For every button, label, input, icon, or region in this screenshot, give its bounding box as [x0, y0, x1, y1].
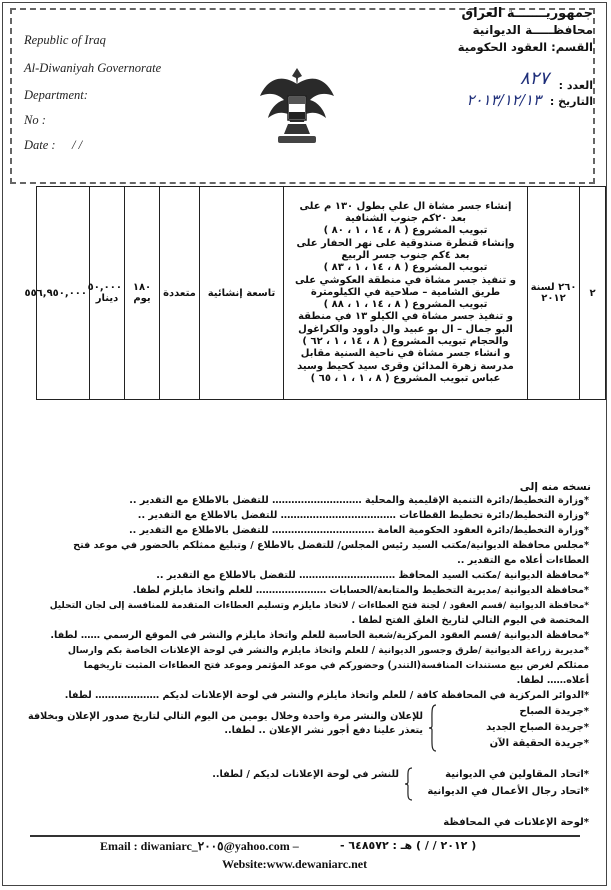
projects-table: [24, 186, 606, 400]
cc-item: العطاءات أعلاه مع التقدير ..: [457, 555, 589, 566]
cc-item: *محافظة الديوانية /قسم العقود / لجنة فتح العطاءات / لاتخاذ مايلزم وتسليم العطاءات المتقدمة للمنافسة إلى لجان التحليل: [49, 601, 589, 611]
newspapers-note: للإعلان والنشر مرة واحدة وخلال يومين من اليوم التالي لتاريخ صدور الإعلان وبخلافة: [28, 711, 423, 722]
date-label-ar: التاريخ :: [549, 95, 593, 108]
description-line: و تنفيذ جسر مشاة في منطقة العكوشي على: [295, 274, 516, 286]
description-line: طريق الشامية – صلاحية في الكيلومترة: [310, 286, 501, 298]
cc-item: *محافظة الديوانية /مكتب السيد المحافظ ‥‥‥‥‥‥‥‥‥‥‥‥‥‥‥ للتفضل بالاطلاع مع التقدير ..: [156, 570, 589, 581]
letterhead-governorate-en: Al-Diwaniyah Governorate: [24, 61, 162, 75]
table-row: [37, 187, 606, 400]
footer-website: Website:www.dewaniarc.net: [222, 857, 368, 871]
date-label-en: Date :: [24, 138, 56, 152]
section-label: القسم: العقود الحكومية: [457, 40, 593, 54]
project-year-cell: ٢٦٠ لسنة ٢٠١٢: [528, 187, 580, 400]
description-line: عباس تبويب المشروع ( ٨ ، ١ ، ١ ، ٦٥ ): [310, 372, 501, 384]
union-item: *اتحاد المقاولين في الديوانية: [445, 769, 589, 780]
description-line: مدرسة زهرة المدائن وقرى سيد كحيط وسيد: [297, 360, 514, 372]
cc-item: *محافظة الديوانية /مديرية التخطيط والمتابعة/الحسابات ‥‥‥‥‥‥‥‥‥‥‥ للعلم واتخاذ مايلزم لطفا.: [132, 585, 589, 596]
cc-item: *محافظة الديوانية /قسم العقود المركزية/شعبة الحاسبة للعلم واتخاذ مايلزم والنشر في الموقع الرسمي ‥‥‥ لطفا.: [50, 630, 589, 641]
letterhead-country-ar: جمهوريـــــــة العراق: [461, 6, 593, 21]
date-slashes-en: / /: [72, 138, 83, 152]
description-line: وإنشاء قنطرة صندوقية على نهر الحفار على: [296, 237, 515, 249]
footer-email: Email : diwaniarc_٢٠٠٥@yahoo.com –: [100, 839, 299, 853]
unions-note: للنشر في لوحة الإعلانات لديكم / لطفا..: [212, 769, 399, 780]
cc-item: *وزارة التخطيط/دائرة التنمية الإقليمية والمحلية ‥‥‥‥‥‥‥‥‥‥‥‥‥‥ للتفضل بالاطلاع مع التقدير ..: [129, 495, 589, 506]
letterhead-governorate-ar: محافظـــــة الديوانية: [472, 23, 593, 37]
number-label-en: No :: [24, 113, 46, 127]
category-cell: متعددة: [160, 187, 200, 400]
cc-item: *مجلس محافظة الديوانية/مكتب السيد رئيس المجلس/ للتفضل بالاطلاع / وتبليغ ممثلكم بالحضور في موعد فتح: [73, 540, 589, 551]
footer-divider: [30, 835, 580, 837]
cc-item: المختصة في اليوم التالي لتاريخ الغلق الفتح لطفا .: [351, 615, 589, 626]
description-line: والحجام تبويب المشروع ( ٨ ، ١٤ ، ١ ، ٦٢ ): [302, 336, 509, 348]
newspaper-item: *جريدة الصباح الجديد: [486, 722, 589, 733]
cc-item: أعلاه‥‥‥ لطفا.: [516, 675, 589, 686]
cc-item: *وزارة التخطيط/دائرة العقود الحكومية العامة ‥‥‥‥‥‥‥‥‥‥‥‥‥‥‥‥ للتفضل بالاطلاع مع التقدير ..: [128, 525, 589, 536]
department-label: Department:: [24, 88, 88, 102]
number-label-ar: العدد :: [558, 79, 593, 92]
row-number-cell: ٢: [580, 187, 606, 400]
union-item: *اتحاد رجال الأعمال في الديوانية: [427, 786, 589, 797]
announcement-board: *لوحة الإعلانات في المحافظة: [443, 817, 589, 828]
description-line: و انشاء جسر مشاة في ناحية السنية مقابل: [300, 348, 511, 360]
newspapers-brace: [428, 704, 438, 752]
description-line: بعد ٢٠كم جنوب الشنافية: [344, 213, 466, 225]
description-line: تبويب المشروع ( ٨ ، ١٤ ، ١ ، ٨٨ ): [323, 299, 488, 311]
handwritten-date: ٢٠١٣/١٢/١٣: [466, 91, 541, 109]
cc-item: *مديرية زراعة الديوانية /طرق وجسور الديوانية / للعلم واتخاذ مايلزم والنشر في لوحة الإعلانات الخاصة بكم وارسال: [67, 645, 589, 656]
project-description-cell: [284, 187, 528, 400]
description-line: إنشاء جسر مشاة آل علي بطول ١٣٠ م على: [299, 200, 512, 212]
cc-item: *وزارة التخطيط/دائرة تخطيط القطاعات ‥‥‥‥‥‥‥‥‥‥‥‥‥‥‥‥‥‥ للتفضل بالاطلاع مع التقدير ..: [137, 510, 589, 521]
description-line: و تنفيذ جسر مشاة في الكيلو ١٣ في منطقة: [298, 311, 513, 323]
newspaper-item: *جريدة الحقيقة الآن: [489, 738, 589, 749]
footer-phone: ( ٢٠١٢ / / ) هـ : ٦٤٨٥٧٢ -: [340, 839, 477, 852]
eagle-emblem-icon: [258, 62, 336, 148]
description-line: تبويب المشروع ( ٨ ، ١٤ ، ١ ، ٨٠ ): [323, 225, 488, 237]
cc-item: ممثلكم لغرض بيع مستندات المنافسة(التندر) وحضوركم في موعد المؤتمر وموعد فتح العطاءات المثبت تاريخهما: [83, 660, 589, 671]
unions-brace: [404, 767, 414, 801]
contractor-grade-cell: تاسعة إنشائية: [200, 187, 284, 400]
estimated-cost-cell: ٥٥٦,٩٥٠,٠٠٠: [37, 187, 90, 400]
description-line: تبويب المشروع ( ٨ ، ١٤ ، ١ ، ٨٣ ): [323, 262, 488, 274]
handwritten-number: ٨٢٧: [519, 68, 549, 89]
newspapers-note: يتعذر علينا دفع أجور نشر الإعلان .. لطفا..: [224, 725, 423, 736]
cc-item: *الدوائر المركزية في المحافظة كافة / للعلم واتخاذ مايلزم والنشر في لوحة الإعلانات لديكم ‥‥‥‥‥‥‥‥‥‥ لطفا.: [64, 690, 589, 701]
letterhead-country-en: Republic of Iraq: [24, 33, 106, 47]
description-line: بعد ٤كم جنوب جسر الربيع: [341, 249, 470, 261]
copies-to-title: نسخه منه إلى: [519, 481, 591, 493]
document-fee-cell: ٥٠,٠٠٠ دينار: [90, 187, 125, 400]
newspaper-item: *جريدة الصباح: [519, 706, 589, 717]
duration-cell: ١٨٠ يوم: [125, 187, 160, 400]
description-line: البو جمال – ال بو عبيد وال داوود والكراغول: [298, 323, 513, 335]
